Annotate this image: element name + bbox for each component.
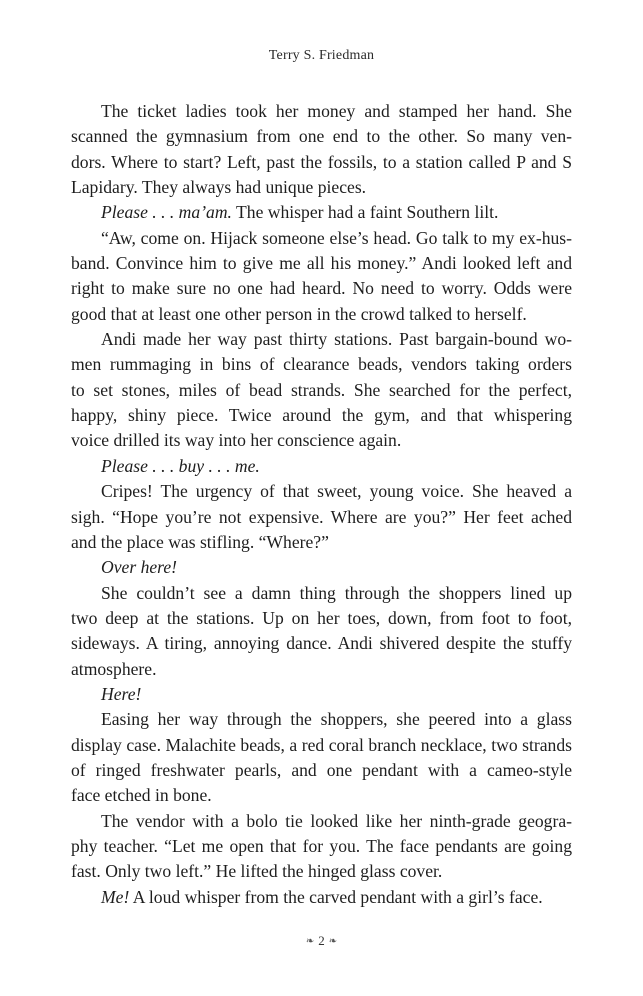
paragraph	[71, 707, 572, 808]
text-line: The ticket ladies took her money and stamped her hand. She	[101, 101, 572, 121]
paragraph-whisper	[71, 682, 572, 707]
paragraph	[71, 479, 572, 555]
text-line: display case. Malachite beads, a red coral branch necklace, two strands	[71, 734, 572, 755]
paragraph	[71, 581, 572, 682]
body-text	[71, 99, 572, 910]
text-line: scanned the gymnasium from one end to the other. So many ven-	[71, 126, 572, 147]
paragraph	[71, 809, 572, 885]
page-folio	[0, 933, 643, 949]
text-line: two deep at the stations. Up on her toes, down, from foot to foot,	[71, 607, 572, 628]
text-line: good that at least one other person in the crowd talked to herself.	[71, 303, 527, 324]
text-line: fast. Only two left.” He lifted the hinged glass cover.	[71, 861, 443, 882]
page-number: 2	[318, 933, 325, 948]
text-line: voice drilled its way into her conscience again.	[71, 430, 402, 451]
text-line: to set stones, miles of bead strands. She searched for the perfect,	[71, 379, 572, 400]
text-line: face etched in bone.	[71, 785, 212, 806]
italic-whisper: Here!	[101, 683, 142, 704]
text-line: happy, shiny piece. Twice around the gym, and that whispering	[71, 405, 572, 426]
text-line: dors. Where to start? Left, past the fossils, to a station called P and S	[71, 151, 572, 172]
text-line: band. Convince him to give me all his money.” Andi looked left and	[71, 253, 572, 274]
text-line: and the place was stifling. “Where?”	[71, 531, 329, 552]
text-line: men rummaging in bins of clearance beads, vendors taking orders	[71, 354, 572, 375]
leaf-ornament-right-icon: ❧	[328, 936, 338, 947]
paragraph-whisper	[71, 200, 572, 225]
text-line: The vendor with a bolo tie looked like her ninth-grade geogra-	[101, 810, 572, 831]
text-line: sigh. “Hope you’re not expensive. Where are you?” Her feet ached	[71, 506, 572, 527]
text-line: Lapidary. They always had unique pieces.	[71, 177, 367, 198]
text-line: She couldn’t see a damn thing through the shoppers lined up	[101, 582, 572, 603]
paragraph	[71, 99, 572, 200]
text-line: sideways. A tiring, annoying dance. Andi shivered despite the stuffy	[71, 633, 572, 654]
italic-whisper: Please . . . ma’am.	[101, 202, 232, 223]
text-line: phy teacher. “Let me open that for you. The face pendants are going	[71, 835, 572, 856]
text-line: of ringed freshwater pearls, and one pendant with a cameo-style	[71, 759, 572, 780]
text-span: The whisper had a faint Southern lilt.	[231, 202, 499, 223]
paragraph	[71, 327, 572, 454]
paragraph-whisper	[71, 454, 572, 479]
italic-whisper: Me!	[101, 886, 130, 907]
running-head-author: Terry S. Friedman	[268, 48, 375, 63]
paragraph-whisper	[71, 555, 572, 580]
leaf-ornament-left-icon: ❧	[305, 936, 315, 947]
paragraph	[71, 226, 572, 327]
paragraph-whisper	[71, 885, 572, 910]
text-line: atmosphere.	[71, 658, 157, 679]
text-line: Andi made her way past thirty stations. Past bargain-bound wo-	[101, 329, 572, 350]
italic-whisper: Over here!	[101, 557, 178, 578]
italic-whisper: Please . . . buy . . . me.	[101, 455, 260, 476]
text-line: Cripes! The urgency of that sweet, young voice. She heaved a	[101, 481, 572, 502]
text-line: “Aw, come on. Hijack someone else’s head. Go talk to my ex-hus-	[101, 227, 572, 248]
text-line: Easing her way through the shoppers, she peered into a glass	[101, 709, 572, 730]
text-line: right to make sure no one had heard. No need to worry. Odds were	[71, 278, 572, 299]
text-span: A loud whisper from the carved pendant with a girl’s face.	[129, 886, 543, 907]
